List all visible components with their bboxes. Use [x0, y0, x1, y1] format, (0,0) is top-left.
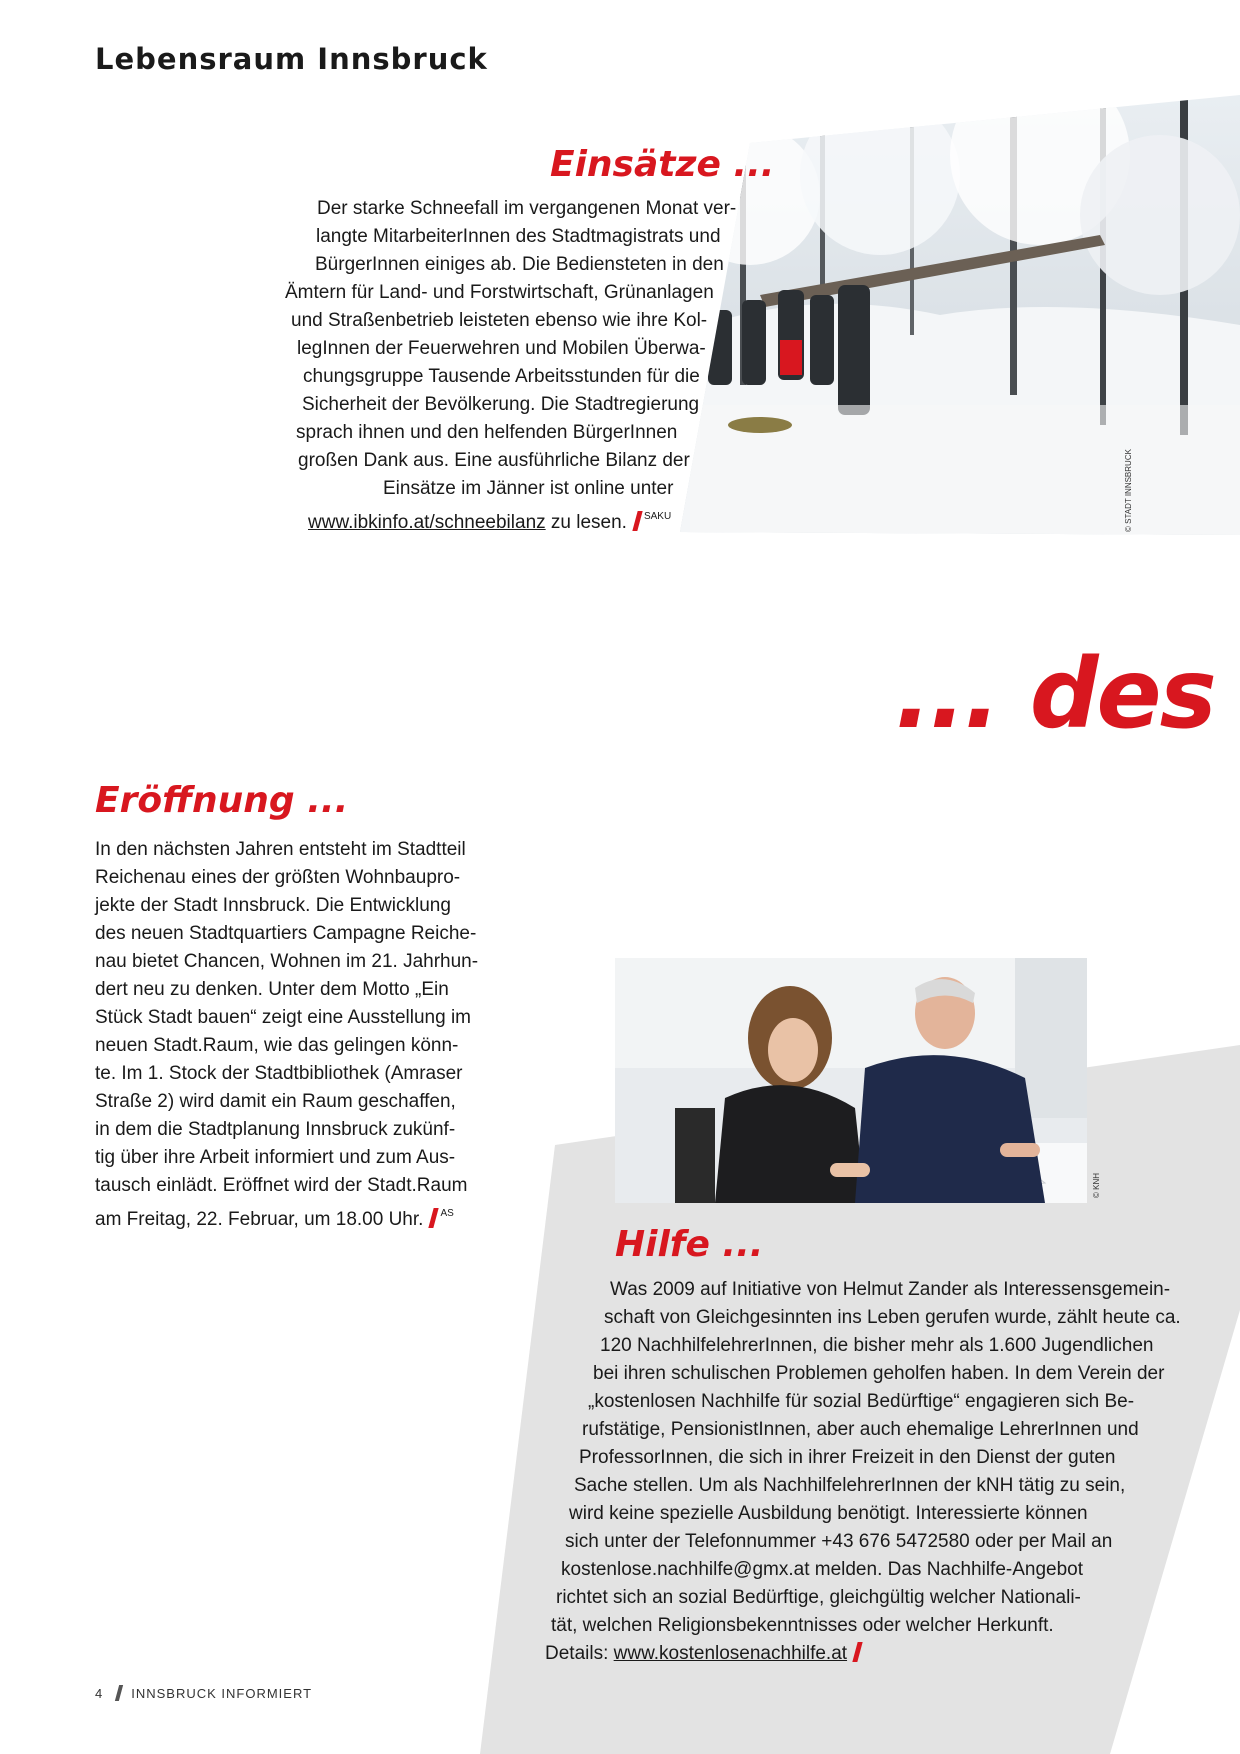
text-line: neuen Stadt.Raum, wie das gelingen könn- [95, 1035, 459, 1056]
text-line: Reichenau eines der größten Wohnbaupro- [95, 867, 461, 888]
text-line: Stück Stadt bauen“ zeigt eine Ausstellung im [95, 1007, 472, 1028]
text-line: schaft von Gleichgesinnten ins Leben gerufen wurde, zählt heute ca. [604, 1307, 1181, 1328]
text-line: langte MitarbeiterInnen des Stadtmagistrats und [316, 226, 721, 247]
eroeffnung-heading: Eröffnung ... [95, 780, 349, 821]
text-line: Einsätze im Jänner ist online unter [383, 478, 674, 499]
hilfe-heading: Hilfe ... [615, 1224, 764, 1265]
text-line [308, 503, 671, 537]
page-footer [95, 1685, 312, 1701]
text-line: richtet sich an sozial Bedürftige, gleichgültig welcher Nationali- [556, 1587, 1081, 1608]
text-line: des neuen Stadtquartiers Campagne Reiche- [95, 923, 477, 944]
text-line [95, 1200, 454, 1234]
text-line: tausch einlädt. Eröffnet wird der Stadt.Raum [95, 1175, 468, 1196]
text-line: sich unter der Telefonnummer +43 676 5472580 oder per Mail an [565, 1531, 1113, 1552]
text-line: dert neu zu denken. Unter dem Motto „Ein [95, 979, 449, 1000]
text-line: wird keine spezielle Ausbildung benötigt. Interessierte können [569, 1503, 1088, 1524]
text-line: BürgerInnen einiges ab. Die Bediensteten in den [315, 254, 724, 275]
text-line: Der starke Schneefall im vergangenen Monat ver- [317, 198, 737, 219]
nachhilfe-link[interactable]: www.kostenlosenachhilfe.at [613, 1643, 848, 1664]
big-des-text: ... des [895, 638, 1215, 750]
text-line: und Straßenbetrieb leisteten ebenso wie ihre Kol- [291, 310, 708, 331]
text-line: Sache stellen. Um als NachhilfelehrerInnen der kNH tätig zu sein, [574, 1475, 1126, 1496]
text-line: jekte der Stadt Innsbruck. Die Entwicklung [95, 895, 451, 916]
text-line: großen Dank aus. Eine ausführliche Bilanz der [298, 450, 690, 471]
text-line: chungsgruppe Tausende Arbeitsstunden für die [303, 366, 700, 387]
tutoring-photo-credit: © KNH [1092, 1172, 1101, 1198]
text-line: Sicherheit der Bevölkerung. Die Stadtregierung [302, 394, 700, 415]
text-line: in dem die Stadtplanung Innsbruck zukünf- [95, 1119, 456, 1140]
einsaetze-heading: Einsätze ... [550, 144, 775, 185]
text-line: rufstätige, PensionistInnen, aber auch ehemalige LehrerInnen und [582, 1419, 1139, 1440]
tutoring-photo [615, 958, 1087, 1203]
text-line: tät, welchen Religionsbekenntnisses oder welcher Herkunft. [551, 1615, 1054, 1636]
text-line: tig über ihre Arbeit informiert und zum Aus- [95, 1147, 456, 1168]
text-line: te. Im 1. Stock der Stadtbibliothek (Amraser [95, 1063, 463, 1084]
footer-slash [115, 1685, 123, 1701]
text-line: Straße 2) wird damit ein Raum geschaffen, [95, 1091, 456, 1112]
page-number: 4 [95, 1686, 104, 1701]
section-title: Lebensraum Innsbruck [95, 42, 488, 76]
last-line-text: am Freitag, 22. Februar, um 18.00 Uhr. [95, 1209, 424, 1230]
text-line: legInnen der Feuerwehren und Mobilen Überwa- [297, 338, 706, 359]
text-line [545, 1640, 860, 1668]
text-line: sprach ihnen und den helfenden BürgerInnen [296, 422, 678, 443]
text-line: nau bietet Chancen, Wohnen im 21. Jahrhun- [95, 951, 479, 972]
details-label: Details: [545, 1643, 614, 1664]
text-line: In den nächsten Jahren entsteht im Stadtteil [95, 839, 466, 860]
text-line: kostenlose.nachhilfe@gmx.at melden. Das Nachhilfe-Angebot [561, 1559, 1084, 1580]
author-initials: SAKU [643, 511, 672, 522]
text-line: „kostenlosen Nachhilfe für sozial Bedürftige“ engagieren sich Be- [588, 1391, 1135, 1412]
author-initials: AS [440, 1208, 454, 1219]
accent-slash [632, 511, 642, 531]
snow-photo-credit: © STADT INNSBRUCK [1124, 449, 1133, 532]
text-line: bei ihren schulischen Problemen geholfen haben. In dem Verein der [593, 1363, 1165, 1384]
text-line: Was 2009 auf Initiative von Helmut Zander als Interessensgemein- [610, 1279, 1171, 1300]
publication-name: INNSBRUCK INFORMIERT [131, 1686, 313, 1701]
text-line: 120 NachhilfelehrerInnen, die bisher mehr als 1.600 Jugendlichen [600, 1335, 1154, 1356]
accent-slash [429, 1208, 439, 1228]
link-suffix: zu lesen. [545, 512, 627, 533]
text-line: ProfessorInnen, die sich in ihrer Freizeit in den Dienst der guten [579, 1447, 1116, 1468]
schneebilanz-link[interactable]: www.ibkinfo.at/schneebilanz [308, 512, 546, 533]
text-line: Ämtern für Land- und Forstwirtschaft, Grünanlagen [285, 282, 714, 303]
